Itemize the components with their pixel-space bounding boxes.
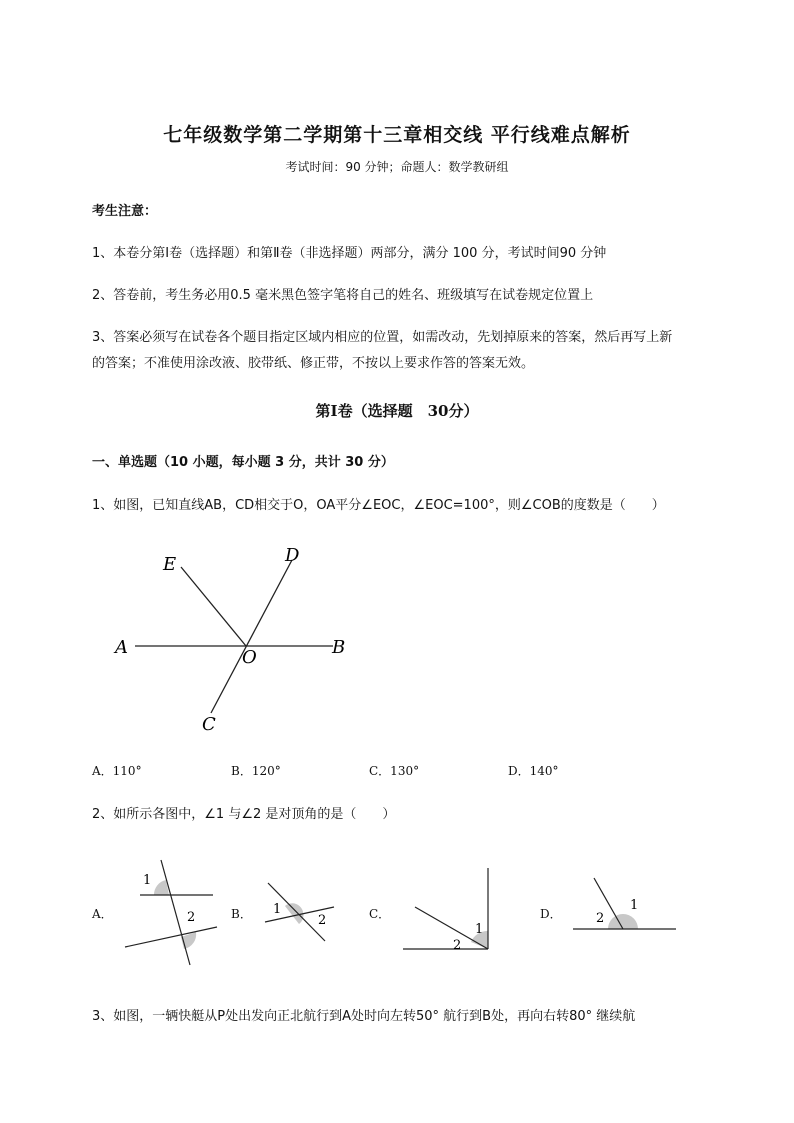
q2b-angle-1: 1 — [273, 902, 282, 917]
q1-figure — [105, 535, 365, 740]
page-title: 七年级数学第二学期第十三章相交线 平行线难点解析 — [163, 124, 631, 146]
q2-figure-c — [395, 860, 500, 960]
q1-option-c[interactable]: C．130° — [369, 764, 420, 778]
q2-option-b-letter[interactable]: B． — [231, 907, 252, 921]
notice-heading: 考生注意： — [92, 204, 158, 219]
notice-item-1: 1、本卷分第Ⅰ卷（选择题）和第Ⅱ卷（非选择题）两部分，满分 100 分，考试时间90 分钟 — [92, 246, 607, 261]
line-cd — [211, 560, 292, 713]
question-2-text: 2、如所示各图中，∠1 与∠2 是对顶角的是（ ） — [92, 807, 396, 822]
label-e: E — [163, 554, 177, 575]
q2-figure-b — [260, 875, 340, 945]
notice-item-3: 3、答案必须写在试卷各个题目指定区域内相应的位置，如需改动，先划掉原来的答案，然后再写上新 — [92, 330, 673, 345]
label-a: A — [115, 637, 128, 658]
section-title: 第Ⅰ卷（选择题 30分） — [315, 402, 479, 420]
label-b: B — [332, 637, 346, 658]
part-heading: 一、单选题（10 小题，每小题 3 分，共计 30 分） — [92, 455, 394, 470]
label-o: O — [242, 647, 257, 668]
question-3-text: 3、如图，一辆快艇从P处出发向正北航行到A处时向左转50° 航行到B处，再向右转80° 继续航 — [92, 1009, 636, 1024]
q2a-transversal — [161, 860, 190, 965]
q2d-angle-arc — [608, 914, 638, 929]
q2-figure-a — [120, 855, 220, 970]
q2-option-d-letter[interactable]: D． — [540, 907, 562, 921]
q2a-angle-1: 1 — [143, 873, 152, 888]
q2-figure-d — [570, 870, 680, 940]
q2-option-a-letter[interactable]: A． — [92, 907, 113, 921]
q1-option-d[interactable]: D．140° — [508, 764, 559, 778]
q2-option-c-letter[interactable]: C． — [369, 907, 391, 921]
q2b-angle-2: 2 — [318, 913, 327, 928]
q2d-angle-2: 2 — [596, 911, 605, 926]
q1-option-b[interactable]: B．120° — [231, 764, 281, 778]
q2a-angle-2: 2 — [187, 910, 196, 925]
label-d: D — [285, 545, 300, 566]
notice-item-2: 2、答卷前，考生务必用0.5 毫米黑色签字笔将自己的姓名、班级填写在试卷规定位置上 — [92, 288, 594, 303]
label-c: C — [202, 714, 216, 735]
q1-option-a[interactable]: A．110° — [92, 764, 142, 778]
q2c-angle-2: 2 — [453, 938, 462, 953]
q2d-angle-1: 1 — [630, 898, 639, 913]
exam-info: 考试时间：90 分钟；命题人：数学教研组 — [285, 160, 509, 174]
q2c-angle-1: 1 — [475, 922, 484, 937]
notice-item-3-cont: 的答案；不准使用涂改液、胶带纸、修正带，不按以上要求作答的答案无效。 — [92, 356, 535, 371]
ray-oe — [181, 567, 246, 646]
question-1-text: 1、如图，已知直线AB，CD相交于O，OA平分∠EOC，∠EOC=100°，则∠COB的度数是（ ） — [92, 498, 665, 513]
q2a-line-bottom — [125, 927, 217, 947]
